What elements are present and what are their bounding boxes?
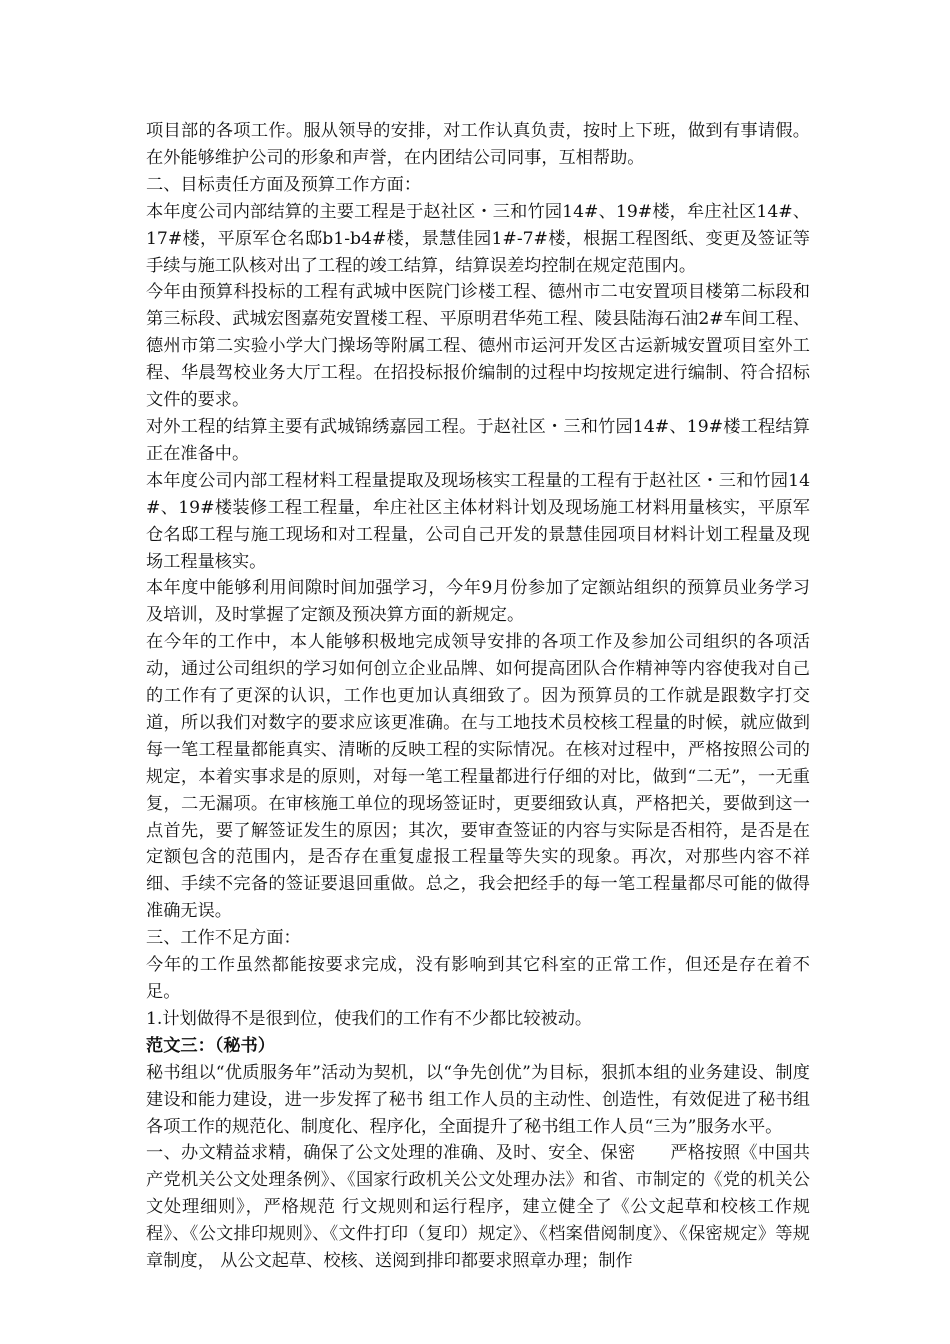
heading-section-2: 二、目标责任方面及预算工作方面：	[146, 174, 422, 195]
paragraph-8: 今年的工作虽然都能按要求完成，没有影响到其它科室的正常工作，但还是存在着不足。	[146, 955, 810, 1002]
list-item-1: 1.计划做得不是很到位，使我们的工作有不少都比较被动。	[146, 1008, 593, 1029]
document-body	[146, 118, 810, 1275]
paragraph-7: 在今年的工作中，本人能够积极地完成领导安排的各项工作及参加公司组织的各项活动，通过公司组织的学习如何创立企业品牌、如何提高团队合作精神等内容使我对自己的工作有了更深的认识，工作也更加认真细致了。因为预算员的工作就是跟数字打交道，所以我们对数字的要求应该更准确。在与工地技术员校核工程量的时候，就应做到每一笔工程量都能真实、清晰的反映工程的实际情况。在核对过程中，严格按照公司的规定，本着实事求是的原则，对每一笔工程量都进行仔细的对比，做到“二无”，一无重复，二无漏项。在审核施工单位的现场签证时，更要细致认真，严格把关，要做到这一点首先，要了解签证发生的原因；其次，要审查签证的内容与实际是否相符，是否是在定额包含的范围内，是否存在重复虚报工程量等失实的现象。再次，对那些内容不祥细、手续不完备的签证要退回重做。总之，我会把经手的每一笔工程量都尽可能的做得准确无误。	[146, 632, 810, 922]
paragraph-1: 项目部的各项工作。服从领导的安排，对工作认真负责，按时上下班，做到有事请假。在外能够维护公司的形象和声誉，在内团结公司同事，互相帮助。	[146, 121, 810, 168]
paragraph-5: 本年度公司内部工程材料工程量提取及现场核实工程量的工程有于赵社区・三和竹园14#、19#楼装修工程工程量，牟庄社区主体材料计划及现场施工材料用量核实，平原军仓名邸工程与施工现场和对工程量，公司自己开发的景慧佳园项目材料计划工程量及现场工程量核实。	[146, 470, 810, 572]
paragraph-3: 今年由预算科投标的工程有武城中医院门诊楼工程、德州市二屯安置项目楼第二标段和第三标段、武城宏图嘉苑安置楼工程、平原明君华苑工程、陵县陆海石油2#车间工程、德州市第二实验小学大门操场等附属工程、德州市运河开发区古运新城安置项目室外工程、华晨驾校业务大厅工程。在招投标报价编制的过程中均按规定进行编制、符合招标文件的要求。	[146, 282, 810, 411]
paragraph-9: 秘书组以“优质服务年”活动为契机，以“争先创优”为目标，狠抓本组的业务建设、制度建设和能力建设，进一步发挥了秘书 组工作人员的主动性、创造性，有效促进了秘书组各项工作的规范化、制度化、程序化，全面提升了秘书组工作人员“三为”服务水平。	[146, 1062, 810, 1137]
section-heading-example-3: 范文三：（秘书）	[146, 1035, 275, 1056]
paragraph-6: 本年度中能够利用间隙时间加强学习，今年9月份参加了定额站组织的预算员业务学习及培训，及时掌握了定额及预决算方面的新规定。	[146, 578, 810, 626]
paragraph-2: 本年度公司内部结算的主要工程是于赵社区・三和竹园14#、19#楼，牟庄社区14#、17#楼，平原军仓名邸b1-b4#楼，景慧佳园1#-7#楼，根据工程图纸、变更及签证等手续与施工队核对出了工程的竣工结算，结算误差均控制在规定范围内。	[146, 201, 810, 276]
heading-section-3: 三、工作不足方面：	[146, 928, 301, 949]
paragraph-4: 对外工程的结算主要有武城锦绣嘉园工程。于赵社区・三和竹园14#、19#楼工程结算正在准备中。	[146, 416, 810, 464]
paragraph-10: 一、办文精益求精，确保了公文处理的准确、及时、安全、保密 严格按照《中国共产党机关公文处理条例》、《国家行政机关公文处理办法》和省、市制定的《党的机关公文处理细则》，严格规范 行文规则和运行程序，建立健全了《公文起草和校核工作规程》、《公文排印规则》、《文件打印（复印）规定》、《档案借阅制度》、《保密规定》等规章制度， 从公文起草、校核、送阅到排印都要求照章办理；制作	[146, 1143, 810, 1272]
